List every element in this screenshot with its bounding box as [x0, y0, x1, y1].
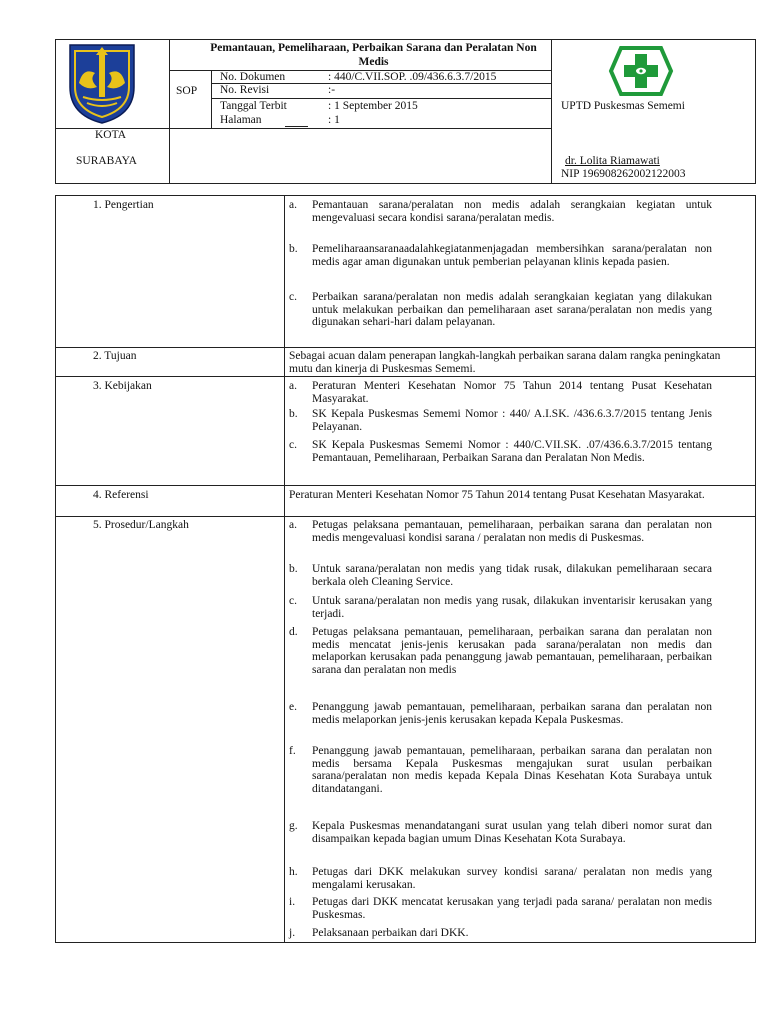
field-label-halaman: Halaman	[220, 114, 262, 126]
field-value-tanggal-terbit: : 1 September 2015	[328, 100, 418, 112]
list-marker: b.	[289, 563, 298, 575]
field-value-halaman: : 1	[328, 114, 340, 126]
field-label-tanggal-terbit: Tanggal Terbit	[220, 100, 287, 112]
field-value-no-dokumen: : 440/C.VII.SOP. .09/436.6.3.7/2015	[328, 71, 497, 83]
list-marker: c.	[289, 595, 297, 607]
section-text-tujuan: Sebagai acuan dalam penerapan langkah-langkah perbaikan sarana dalam rangka peningkatan mutu dan kinerja di Puskesmas Sememi.	[289, 350, 721, 375]
section-label-pengertian: 1. Pengertian	[93, 199, 154, 211]
sop-content-table	[55, 195, 756, 943]
list-item	[289, 199, 712, 224]
list-item	[289, 626, 712, 677]
signer-name: dr. Lolita Riamawati	[565, 155, 660, 167]
section-label-kebijakan: 3. Kebijakan	[93, 380, 152, 392]
list-item-text: Pelaksanaan perbaikan dari DKK.	[312, 927, 469, 939]
city-line-1: KOTA	[95, 129, 127, 141]
list-item	[289, 745, 712, 796]
section-label-referensi: 4. Referensi	[93, 489, 149, 501]
surabaya-crest-logo	[67, 43, 137, 130]
list-item-text: Kepala Puskesmas menandatangani surat usulan yang telah diberi nomor surat dan disampaikan kepada bagian umum Dinas Kesehatan Kota Surabaya.	[312, 820, 712, 845]
list-marker: i.	[289, 896, 296, 908]
list-marker: a.	[289, 199, 297, 211]
list-item-text: Peraturan Menteri Kesehatan Nomor 75 Tahun 2014 tentang Pusat Kesehatan Masyarakat.	[312, 380, 712, 405]
list-item-text: SK Kepala Puskesmas Sememi Nomor : 440/C.VII.SK. .07/436.6.3.7/2015 tentang Pemantauan, Pemeliharaan, Perbaikan Sarana dan Peralatan Non Medis.	[312, 439, 712, 464]
section-label-prosedur: 5. Prosedur/Langkah	[93, 519, 189, 531]
list-item-text: Penanggung jawab pemantauan, pemeliharaan, perbaikan sarana dan peralatan non medis bersama Kepala Puskesmas mengajukan surat usulan perbaikan sarana/peralatan non medis kepada Kepala Dinas Kesehatan Kota Surabaya untuk ditandatangani.	[312, 745, 712, 796]
list-item-text: Petugas dari DKK mencatat kerusakan yang terjadi pada sarana/ peralatan non medis Puskesmas.	[312, 896, 712, 921]
list-marker: d.	[289, 626, 298, 638]
list-item-text: Penanggung jawab pemantauan, pemeliharaan, perbaikan sarana dan peralatan non medis melaporkan jenis-jenis kerusakan kepada Kepala Puskesmas.	[312, 701, 712, 726]
list-item	[289, 563, 712, 588]
list-item	[289, 408, 712, 433]
org-name: UPTD Puskesmas Sememi	[561, 100, 685, 112]
list-marker: h.	[289, 866, 298, 878]
list-item	[289, 380, 712, 405]
list-item	[289, 820, 712, 845]
list-marker: f.	[289, 745, 296, 757]
list-item-text: Petugas dari DKK melakukan survey kondisi sarana/ peralatan non medis yang mengalami kerusakan.	[312, 866, 712, 891]
halaman-underline	[285, 126, 308, 127]
list-marker: b.	[289, 408, 298, 420]
section-label-tujuan: 2. Tujuan	[93, 350, 137, 362]
field-label-no-revisi: No. Revisi	[220, 84, 270, 96]
list-marker: a.	[289, 519, 297, 531]
list-item-text: Untuk sarana/peralatan non medis yang tidak rusak, dilakukan pemeliharaan secara berkala oleh Cleaning Service.	[312, 563, 712, 588]
list-marker: c.	[289, 439, 297, 451]
list-marker: a.	[289, 380, 297, 392]
list-marker: e.	[289, 701, 297, 713]
document-header	[55, 39, 756, 184]
list-item	[289, 439, 712, 464]
list-item	[289, 291, 712, 329]
list-item	[289, 519, 712, 544]
list-item	[289, 243, 712, 268]
list-marker: g.	[289, 820, 298, 832]
field-value-no-revisi: :-	[328, 84, 336, 96]
list-item-text: SK Kepala Puskesmas Sememi Nomor : 440/ A.I.SK. /436.6.3.7/2015 tentang Jenis Pelayanan.	[312, 408, 712, 433]
puskesmas-logo	[607, 42, 675, 105]
list-item	[289, 927, 712, 940]
list-item-text: Perbaikan sarana/peralatan non medis adalah serangkaian kegiatan yang dilakukan untuk melakukan perbaikan dan pemeliharaan aset sarana/peralatan non medis yang digunakan sehari-hari dalam pelayanan.	[312, 291, 712, 329]
list-item-text: Pemeliharaansaranaadalahkegiatanmenjagadan membersihkan sarana/peralatan non medis agar aman digunakan untuk pemberian pelayanan klinis kepada pasien.	[312, 243, 712, 268]
list-item-text: Untuk sarana/peralatan non medis yang rusak, dilakukan inventarisir kerusakan yang terjadi.	[312, 595, 712, 620]
list-item	[289, 866, 712, 891]
document-title: Pemantauan, Pemeliharaan, Perbaikan Sarana dan Peralatan Non Medis	[210, 42, 537, 68]
list-marker: c.	[289, 291, 297, 303]
sop-label: SOP	[176, 85, 198, 97]
list-item-text: Pemantauan sarana/peralatan non medis adalah serangkaian kegiatan untuk mengevaluasi secara kondisi sarana/peralatan medis.	[312, 199, 712, 224]
list-item	[289, 896, 712, 921]
signer-nip: NIP 196908262002122003	[561, 168, 686, 180]
list-item	[289, 701, 712, 726]
list-item	[289, 595, 712, 620]
list-marker: j.	[289, 927, 296, 939]
section-text-referensi: Peraturan Menteri Kesehatan Nomor 75 Tahun 2014 tentang Pusat Kesehatan Masyarakat.	[289, 489, 705, 501]
list-marker: b.	[289, 243, 298, 255]
field-label-no-dokumen: No. Dokumen	[220, 71, 286, 83]
city-line-2: SURABAYA	[76, 155, 137, 167]
list-item-text: Petugas pelaksana pemantauan, pemeliharaan, perbaikan sarana dan peralatan non medis mencatat jenis-jenis kerusakan pada sarana/peralatan non medis dan melaporkan kerusakan pada penanggung jawab pemantauan, pemeliharaan, perbaikan sarana dan peralatan non medis	[312, 626, 712, 677]
list-item-text: Petugas pelaksana pemantauan, pemeliharaan, perbaikan sarana dan peralatan non medis mengevaluasi kondisi sarana / peralatan non medis di Puskesmas.	[312, 519, 712, 544]
